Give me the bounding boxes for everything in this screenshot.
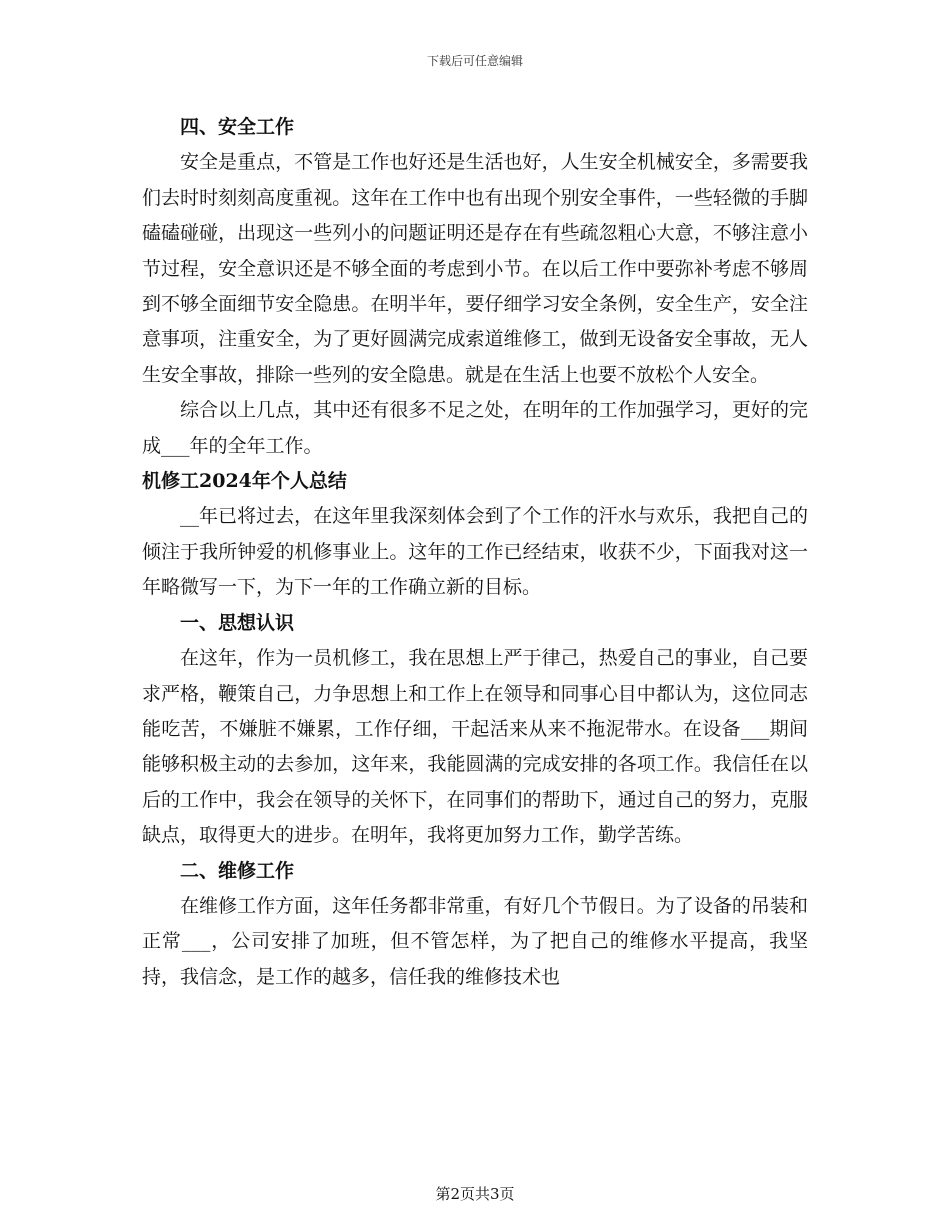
paragraph-thought: 在这年，作为一员机修工，我在思想上严于律己，热爱自己的事业，自己要求严格，鞭策自己，力争思想上和工作上在领导和同事心目中都认为，这位同志能吃苦，不嫌脏不嫌累，工作仔细，干起活来从来不拖泥带水。在设备___期间能够积极主动的去参加，这年来，我能圆满的完成安排的各项工作。我信任在以后的工作中，我会在领导的关怀下，在同事们的帮助下，通过自己的努力，克服缺点，取得更大的进步。在明年，我将更加努力工作，勤学苦练。 bbox=[142, 647, 808, 847]
section-heading-repair: 二、维修工作 bbox=[180, 859, 295, 882]
paragraph-safety-2: 综合以上几点，其中还有很多不足之处，在明年的工作加强学习，更好的完成___年的全年工作。 bbox=[142, 399, 808, 457]
paragraph-safety-1: 安全是重点，不管是工作也好还是生活也好，人生安全机械安全，多需要我们去时时刻刻高度重视。这年在工作中也有出现个别安全事件，一些轻微的手脚磕磕碰碰，出现这一些列小的问题证明还是存在有些疏忽粗心大意，不够注意小节过程，安全意识还是不够全面的考虑到小节。在以后工作中要弥补考虑不够周到不够全面细节安全隐患。在明半年，要仔细学习安全条例，安全生产，安全注意事项，注重安全，为了更好圆满完成索道维修工，做到无设备安全事故，无人生安全事故，排除一些列的安全隐患。就是在生活上也要不放松个人安全。 bbox=[142, 151, 808, 386]
document-body bbox=[142, 110, 808, 995]
paragraph-repair: 在维修工作方面，这年任务都非常重，有好几个节假日。为了设备的吊装和正常___，公司安排了加班，但不管怎样，为了把自己的维修水平提高，我坚持，我信念，是工作的越多，信任我的维修技术也 bbox=[142, 894, 808, 988]
page-footer: 第2页共3页 bbox=[435, 1185, 515, 1203]
page-header: 下载后可任意编辑 bbox=[426, 54, 523, 68]
section-heading-safety: 四、安全工作 bbox=[180, 116, 295, 138]
section-heading-thought: 一、思想认识 bbox=[180, 611, 295, 634]
paragraph-intro: __年已将过去，在这年里我深刻体会到了个工作的汗水与欢乐，我把自己的倾注于我所钟爱的机修事业上。这年的工作已经结束，收获不少，下面我对这一年略微写一下，为下一年的工作确立新的目标。 bbox=[142, 505, 808, 599]
document-title: 机修工2024年个人总结 bbox=[142, 470, 347, 493]
